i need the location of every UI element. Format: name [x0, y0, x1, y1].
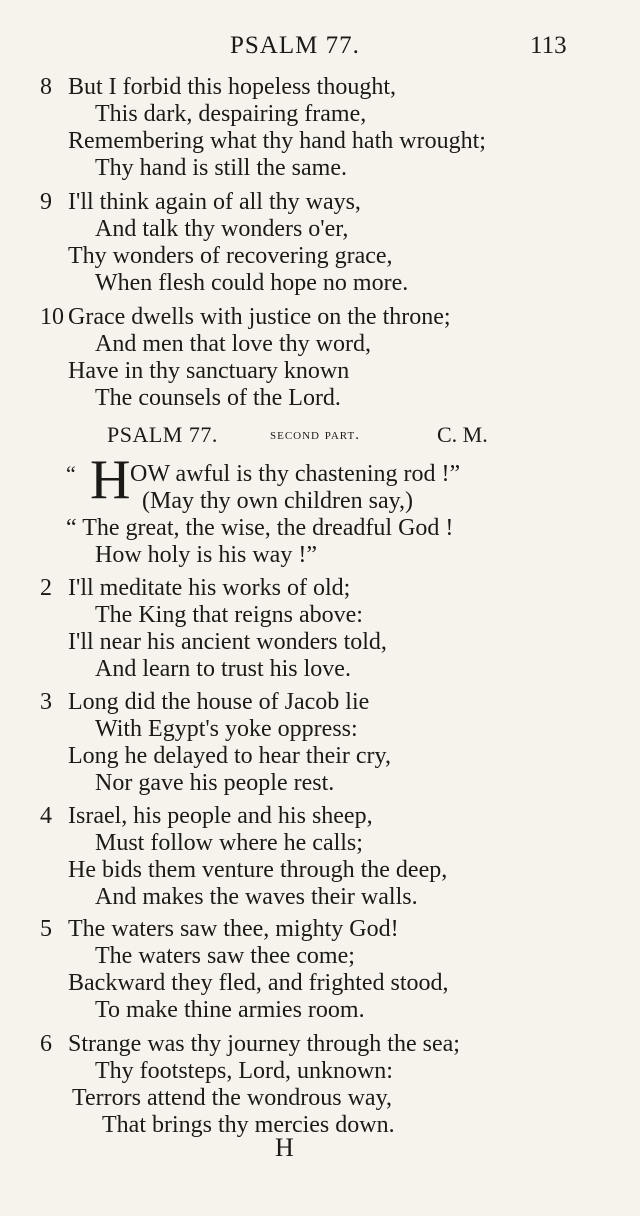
verse-line: And makes the waves their walls.: [95, 884, 418, 910]
verse-line: I'll meditate his works of old;: [68, 575, 351, 601]
running-title: PSALM 77.: [230, 32, 360, 59]
verse-line: OW awful is thy chastening rod !”: [130, 461, 461, 487]
verse-line: The King that reigns above:: [95, 602, 363, 628]
stanza-number: 9: [40, 189, 52, 215]
section-part: second part.: [270, 427, 360, 443]
verse-line: The waters saw thee come;: [95, 943, 355, 969]
verse-line: Must follow where he calls;: [95, 830, 363, 856]
stanza-number: 4: [40, 803, 52, 829]
verse-line: (May thy own children say,): [142, 488, 414, 514]
stanza-number: 5: [40, 916, 52, 942]
verse-line: Thy hand is still the same.: [95, 155, 347, 181]
verse-line: And talk thy wonders o'er,: [95, 216, 349, 242]
stanza-number: 2: [40, 575, 52, 601]
stanza-number: 3: [40, 689, 52, 715]
page-number: 113: [530, 32, 567, 59]
verse-line: I'll think again of all thy ways,: [68, 189, 361, 215]
verse-line: Strange was thy journey through the sea;: [68, 1031, 460, 1057]
verse-line: When flesh could hope no more.: [95, 270, 409, 296]
verse-line: Long did the house of Jacob lie: [68, 689, 370, 715]
verse-line: I'll near his ancient wonders told,: [68, 629, 387, 655]
verse-line: He bids them venture through the deep,: [68, 857, 448, 883]
verse-line: Backward they fled, and frighted stood,: [68, 970, 449, 996]
signature-mark: H: [275, 1133, 294, 1162]
verse-line: The waters saw thee, mighty God!: [68, 916, 399, 942]
verse-line: That brings thy mercies down.: [102, 1112, 395, 1138]
verse-line: Remembering what thy hand hath wrought;: [68, 128, 486, 154]
verse-line: But I forbid this hopeless thought,: [68, 74, 396, 100]
verse-line: Long he delayed to hear their cry,: [68, 743, 391, 769]
stanza-number: 6: [40, 1031, 52, 1057]
verse-line: And men that love thy word,: [95, 331, 371, 357]
stanza-number: 8: [40, 74, 52, 100]
verse-line: Israel, his people and his sheep,: [68, 803, 373, 829]
verse-line: Thy footsteps, Lord, unknown:: [95, 1058, 393, 1084]
verse-line: Grace dwells with justice on the throne;: [68, 304, 451, 330]
section-meter: C. M.: [437, 422, 488, 447]
verse-line: Thy wonders of recovering grace,: [68, 243, 393, 269]
page-header: [0, 32, 640, 72]
verse-line: Nor gave his people rest.: [95, 770, 335, 796]
verse-line: With Egypt's yoke oppress:: [95, 716, 358, 742]
verse-line: And learn to trust his love.: [95, 656, 351, 682]
opening-quote: “: [66, 461, 76, 486]
section-title: PSALM 77.: [107, 422, 218, 447]
verse-line: Terrors attend the wondrous way,: [72, 1085, 393, 1111]
verse-line: This dark, despairing frame,: [95, 101, 367, 127]
verse-line: How holy is his way !”: [95, 542, 317, 568]
verse-line: To make thine armies room.: [95, 997, 365, 1023]
verse-line: Have in thy sanctuary known: [68, 358, 350, 384]
verse-line: “ The great, the wise, the dreadful God !: [66, 515, 454, 541]
drop-cap: H: [90, 449, 131, 511]
section-heading: [0, 422, 640, 452]
verse-line: The counsels of the Lord.: [95, 385, 341, 411]
stanza-number: 10: [40, 304, 64, 330]
